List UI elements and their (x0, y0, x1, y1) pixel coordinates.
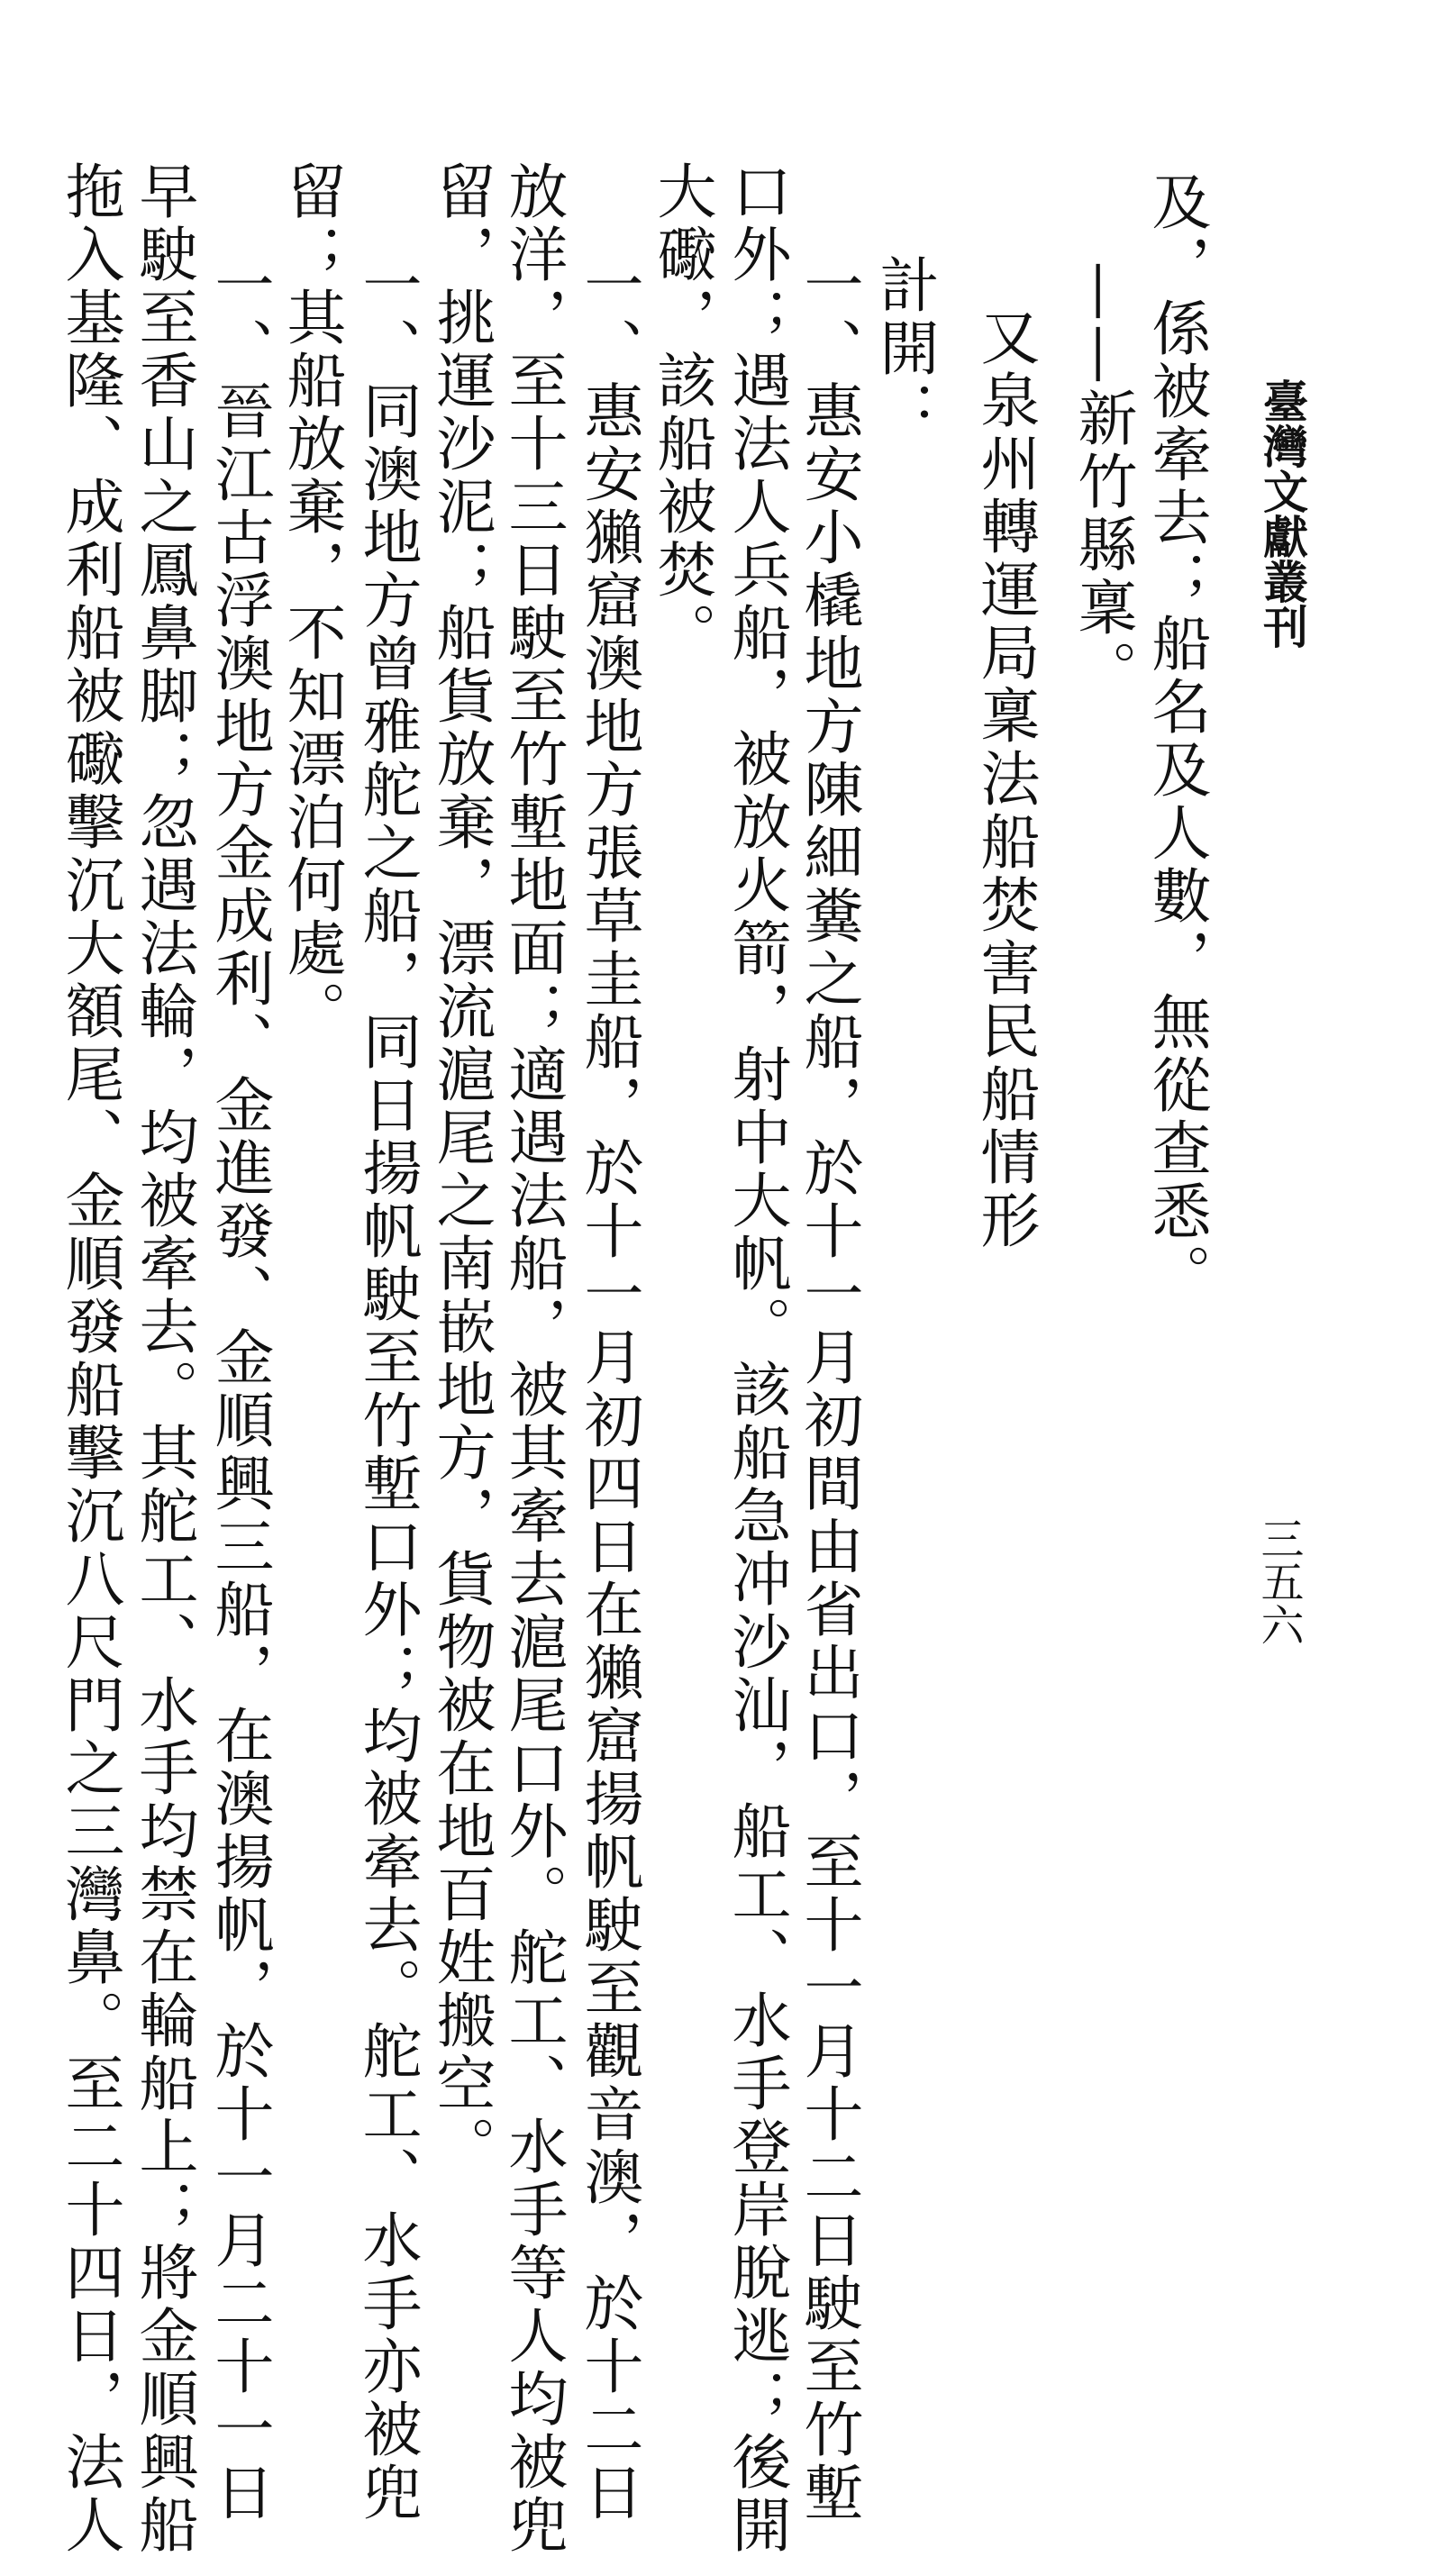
text-column-14: 早駛至香山之鳳鼻脚；忽遇法輪，均被牽去。其舵工、水手均禁在輪船上；將金順興船 (129, 160, 198, 2557)
text-column-2: ——新竹縣稟。 (1068, 261, 1137, 703)
text-column-5: 一、惠安小橇地方陳細糞之船，於十一月初間由省出口，至十一月十二日駛至竹塹 (794, 254, 863, 2525)
running-header-title: 臺灣文獻叢刊 (1256, 378, 1309, 649)
text-column-6: 口外；遇法人兵船，被放火箭，射中大帆。該船急冲沙汕，船工、水手登岸脫逃；後開 (722, 160, 791, 2557)
section-heading: 又泉州轉運局稟法船焚害民船情形 (970, 306, 1040, 1252)
text-column-1: 及，係被牽去；船名及人數，無從查悉。 (1142, 171, 1211, 1306)
text-column-9: 放洋，至十三日駛至竹塹地面；適遇法船，被其牽去滬尾口外。舵工、水手等人均被兜 (498, 160, 568, 2557)
text-column-12: 留；其船放棄，不知漂泊何處。 (277, 160, 346, 1043)
text-column-13: 一、晉江古浮澳地方金成利、金進發、金順興三船，在澳揚帆，於十一月二十一日 (205, 254, 274, 2525)
list-label: 計開： (869, 254, 939, 443)
page-number: 三五六 (1253, 1516, 1304, 1646)
text-column-10: 留，挑運沙泥；船貨放棄，漂流滬尾之南嵌地方，貨物被在地百姓搬空。 (426, 160, 496, 2179)
text-column-11: 一、同澳地方曾雅舵之船，同日揚帆駛至竹塹口外；均被牽去。舵工、水手亦被兜 (352, 254, 422, 2525)
text-column-15: 拖入基隆、成利船被礮擊沉大額尾、金順發船擊沉八尺門之三灣鼻。至二十四日，法人 (55, 160, 124, 2557)
text-column-7: 大礮，該船被焚。 (647, 160, 716, 665)
text-column-8: 一、惠安獺窟澳地方張草圭船，於十一月初四日在獺窟揚帆駛至觀音澳，於十二日 (574, 254, 643, 2525)
